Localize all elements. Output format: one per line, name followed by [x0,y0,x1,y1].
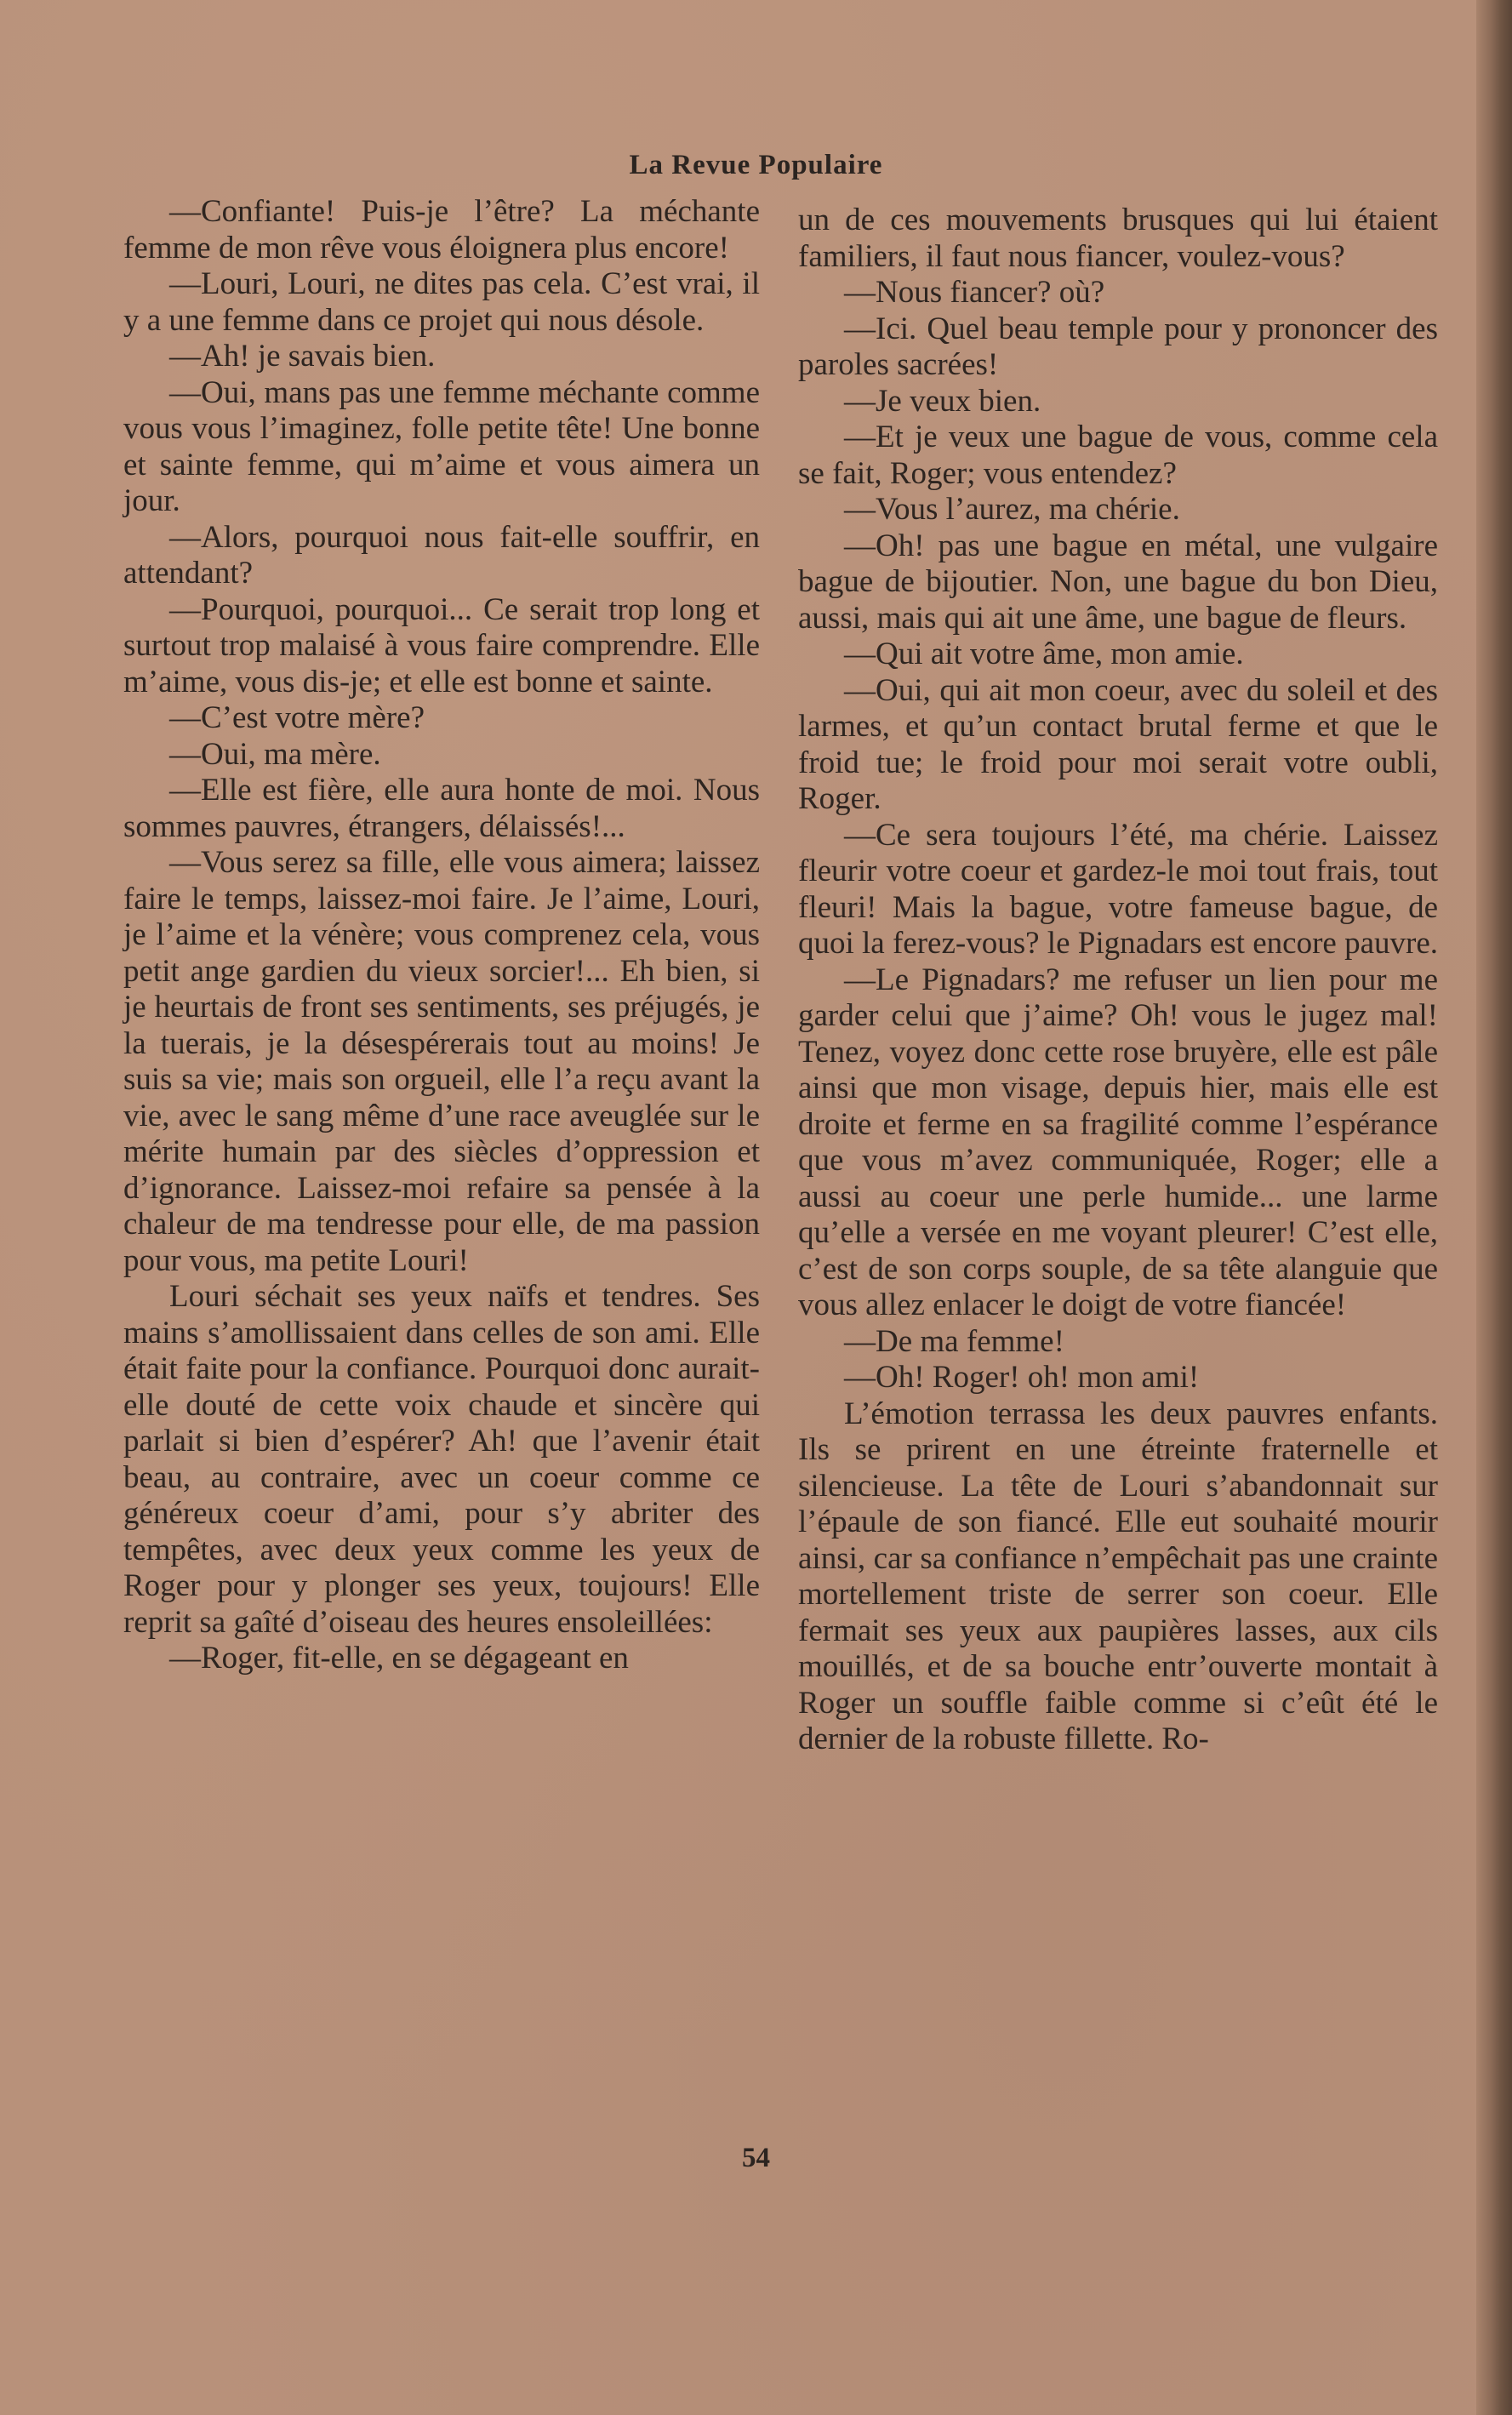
paragraph: —Ah! je savais bien. [169,339,436,374]
paragraph: —Vous l’aurez, ma chérie. [844,492,1180,527]
running-header: La Revue Populaire [629,150,883,180]
right-text-column [798,203,1438,1758]
paragraph: —Alors, pourquoi nous fait-elle souffrir, en attendant? [123,519,760,591]
paragraph: —Ici. Quel beau temple pour y prononcer des paroles sacrées! [798,311,1438,382]
paragraph: —C’est votre mère? [169,700,425,735]
page-number: 54 [742,2143,770,2173]
paragraph: —De ma femme! [844,1323,1064,1359]
paragraph: —Roger, fit-elle, en se dégageant en [169,1641,629,1676]
page-edge-shadow [1476,0,1512,2415]
paragraph: —Oh! pas une bague en métal, une vulgaire bague de bijoutier. Non, une bague du bon Dieu, aussi, mais qui ait une âme, une bague de fleurs. [798,528,1438,636]
paragraph: L’émotion terrassa les deux pauvres enfants. Ils se prirent en une étreinte fraternelle et silencieuse. La tête de Louri s’abandonnait sur l’épaule de son fiancé. Elle eut souhaité mourir ainsi, car sa confiance n’empêchait pas une crainte mortellement triste de serrer son coeur. Elle fermait ses yeux aux paupières lasses, aux cils mouillés, et de sa bouche entr’ouverte montait à Roger un souffle faible comme si c’eût été le dernier de la robuste fillette. Ro- [798,1396,1438,1756]
paragraph: —Oh! Roger! oh! mon ami! [844,1360,1200,1395]
paragraph: —Nous fiancer? où? [844,275,1105,310]
paragraph: —Je veux bien. [844,383,1041,419]
paragraph: —Ce sera toujours l’été, ma chérie. Laissez fleurir votre coeur et gardez-le moi tout frais, tout fleuri! Mais la bague, votre fameuse bague, de quoi la ferez-vous? le Pignadars est encore pauvre. [798,817,1439,961]
paragraph: —Qui ait votre âme, mon amie. [844,637,1244,671]
paragraph: Louri séchait ses yeux naïfs et tendres. Ses mains s’amollissaient dans celles de son ami. Elle était faite pour la confiance. Pourquoi donc aurait-elle douté de cette voix chaude et sincère qui parlait si bien d’espérer? Ah! que l’avenir était beau, au contraire, avec un coeur comme ce généreux coeur d’ami, pour s’y abriter des tempêtes, avec deux yeux comme les yeux de Roger pour y plonger ses yeux, toujours! Elle reprit sa gaîté d’oiseau des heures ensoleillées: [123,1279,760,1640]
paragraph: —Oui, mans pas une femme méchante comme vous vous l’imaginez, folle petite tête! Une bonne et sainte femme, qui m’aime et vous aimera un jour. [123,374,760,518]
paragraph: —Confiante! Puis-je l’être? La méchante femme de mon rêve vous éloignera plus encore! [123,194,760,265]
paragraph: —Et je veux une bague de vous, comme cela se fait, Roger; vous entendez? [798,420,1438,491]
left-text-column [123,194,760,1677]
paragraph: —Oui, qui ait mon coeur, avec du soleil et des larmes, et qu’un contact brutal ferme et que le froid tue; le froid pour moi serait votre oubli, Roger. [798,672,1438,816]
paragraph: —Pourquoi, pourquoi... Ce serait trop long et surtout trop malaisé à vous faire comprendre. Elle m’aime, vous dis-je; et elle est bonne et sainte. [123,591,760,699]
paragraph: —Oui, ma mère. [169,736,381,772]
paragraph: un de ces mouvements brusques qui lui étaient familiers, il faut nous fiancer, voulez-vous? [798,203,1438,274]
paragraph: —Le Pignadars? me refuser un lien pour me garder celui que j’aime? Oh! vous le jugez mal! Tenez, voyez donc cette rose bruyère, elle est pâle ainsi que mon visage, depuis hier, mais elle est droite et ferme en sa fragilité comme l’espérance que vous m’avez communiquée, Roger; elle a aussi au coeur une perle humide... une larme qu’elle a versée en me voyant pleurer! C’est elle, c’est de son corps souple, de sa tête alanguie que vous allez enlacer le doigt de votre fiancée! [798,962,1438,1322]
paragraph: —Elle est fière, elle aura honte de moi. Nous sommes pauvres, étrangers, délaissés!... [123,773,760,844]
paragraph: —Vous serez sa fille, elle vous aimera; laissez faire le temps, laissez-moi faire. Je l’aime, Louri, je l’aime et la vénère; vous comprenez cela, vous petit ange gardien du vieux sorcier!... Eh bien, si je heurtais de front ses sentiments, ses préjugés, je la tuerais, je la désespérerais tout au moins! Je suis sa vie; mais son orgueil, elle l’a reçu avant la vie, avec le sang même d’une race aveuglée sur le mérite humain par des siècles d’oppression et d’ignorance. Laissez-moi refaire sa pensée à la chaleur de ma tendresse pour elle, de ma passion pour vous, ma petite Louri! [123,845,760,1278]
paragraph: —Louri, Louri, ne dites pas cela. C’est vrai, il y a une femme dans ce projet qui nous désole. [123,266,760,338]
